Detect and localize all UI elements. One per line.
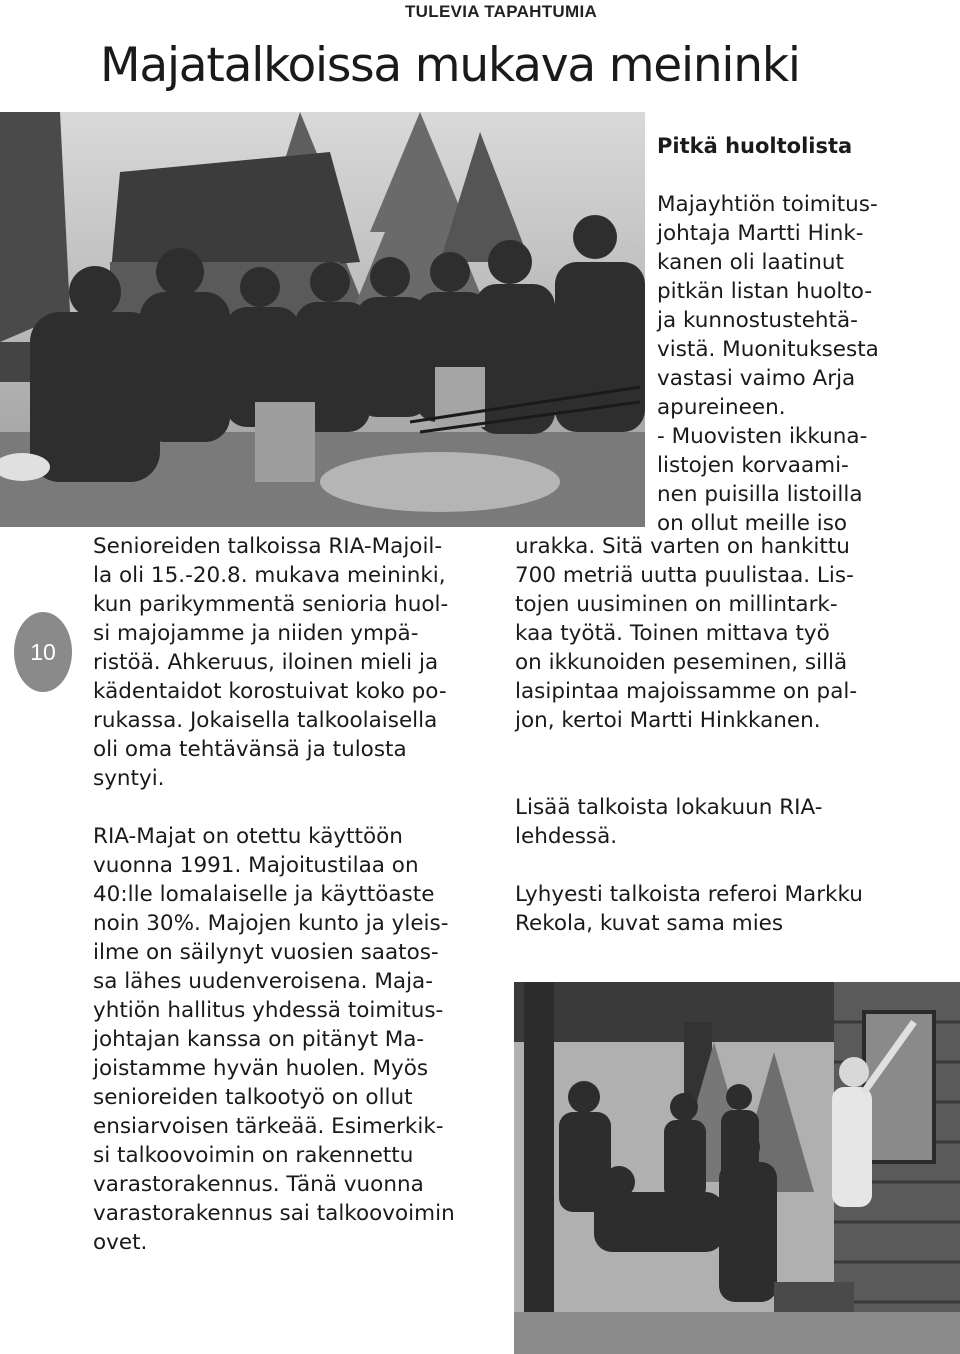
page-number: 10 <box>30 638 56 665</box>
volunteers-working-at-cabin-photo <box>514 982 960 1354</box>
right-paragraph-3: Lyhyesti talkoista referoi Markku Rekola, kuvat sama mies <box>515 882 863 936</box>
right-paragraph-1: urakka. Sitä varten on hankittu 700 metriä uutta puulistaa. Lis- tojen uusiminen on millintark- kaa työtä. Toinen mittava työ on ikkunoiden peseminen, sillä lasipintaa majoissamme on pal- jon, kertoi Martti Hinkkanen. <box>515 534 858 733</box>
right-paragraph-2: Lisää talkoista lokakuun RIA- lehdessä. <box>515 795 823 849</box>
right-column <box>515 532 955 938</box>
sidebar-text <box>657 190 957 538</box>
left-column <box>93 532 503 1257</box>
group-around-campfire-photo <box>0 112 645 527</box>
article-title: Majatalkoissa mukava meininki <box>100 38 800 93</box>
page-number-badge <box>14 612 72 692</box>
left-paragraph-1: Senioreiden talkoissa RIA-Majoil- la oli 15.-20.8. mukava meininki, kun parikymmentä senioria huol- si majojamme ja niiden ympä- ristöä. Ahkeruus, iloinen mieli ja kädentaidot korostuivat koko po- rukassa. Jokaisella talkoolaisella oli oma tehtävänsä ja tulosta syntyi. <box>93 534 449 791</box>
sidebar-paragraph: Majayhtiön toimitus- johtaja Martti Hink- kanen oli laatinut pitkän listan huolto- ja kunnostustehtä- vistä. Muonituksesta vastasi vaimo Arja apureineen. - Muovisten ikkuna- listojen korvaami- nen puisilla listoilla on ollut meille iso <box>657 192 879 536</box>
section-label: TULEVIA TAPAHTUMIA <box>405 2 598 21</box>
sidebar-heading: Pitkä huoltolista <box>657 134 853 158</box>
left-paragraph-2: RIA-Majat on otettu käyttöön vuonna 1991. Majoitustilaa on 40:lle lomalaiselle ja käyttöaste noin 30%. Majojen kunto ja yleis- ilme on säilynyt vuosien saatos- sa lähes uudenveroisena. Maja- yhtiön hallitus yhdessä toimitus- johtajan kanssa on pitänyt Ma- joistamme hyvän huolen. Myös senioreiden talkootyö on ollut ensiarvoisen tärkeää. Esimerkik- si talkoovoimin on rakennettu varastorakennus. Tänä vuonna varastorakennus sai talkoovoimin ovet. <box>93 824 455 1255</box>
